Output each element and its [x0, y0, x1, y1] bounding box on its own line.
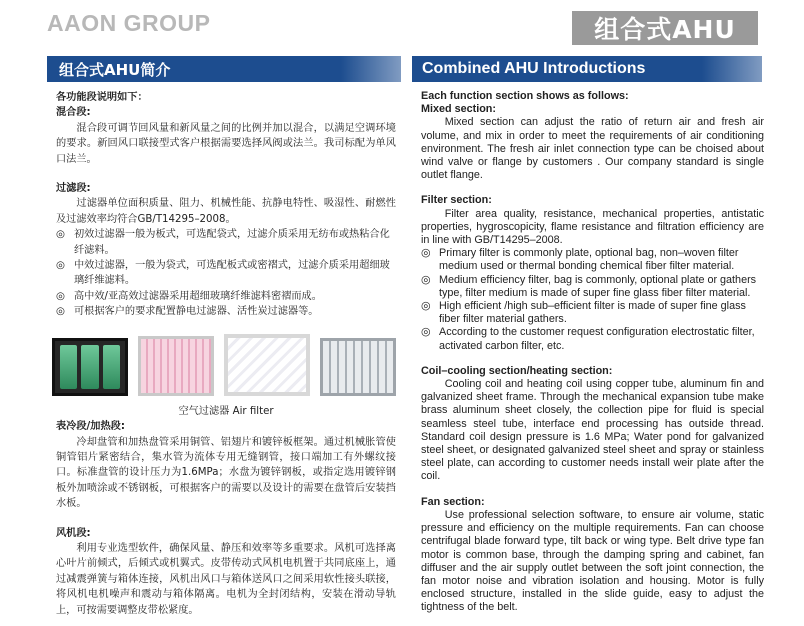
bullet-icon: ◎	[421, 300, 431, 313]
bullet-icon: ◎	[56, 260, 65, 272]
filter-item-en: According to the customer request configuration electrostatic filter, activated carbon filter, etc.	[439, 326, 755, 352]
intro-en: Each function section shows as follows:	[421, 90, 629, 102]
filter-item-en: High efficient /high sub–efficient filter is made of super fine glass fiber filter material gathers.	[439, 300, 746, 326]
list-item	[56, 289, 396, 304]
filter-item-en: Medium efficiency filter, bag is commonly, optional plate or gathers type, filter medium is made of super fine glass fiber filter material.	[439, 273, 757, 299]
coil-heading-cn: 表冷段/加热段:	[56, 421, 125, 433]
intro-cn: 各功能段说明如下：	[56, 92, 148, 103]
filter-text-en: Filter area quality, resistance, mechanical properties, antistatic properties, hygroscopicity, flame resistance and filtration efficiency are in line with GB/T14295–2008.	[421, 207, 764, 247]
section-title-en: Combined AHU Introductions	[422, 60, 646, 77]
bullet-icon: ◎	[421, 247, 431, 260]
filter-text-cn: 过滤器单位面积质量、阻力、机械性能、抗静电特性、吸湿性、耐燃性及过滤效率均符合GB/T14295–2008。	[56, 198, 396, 225]
brand-logo-text: AAON GROUP	[47, 10, 211, 36]
bullet-icon: ◎	[56, 290, 65, 302]
bullet-icon: ◎	[56, 229, 65, 241]
bullet-icon: ◎	[421, 273, 431, 286]
bullet-icon: ◎	[56, 306, 65, 318]
metal-frame-filter-image	[320, 338, 396, 396]
list-item	[421, 326, 764, 352]
filter-item-cn: 高中效/亚高效过滤器采用超细玻璃纤维滤料密褶而成。	[74, 290, 322, 302]
fan-heading-cn: 风机段:	[56, 527, 91, 539]
list-item	[56, 258, 396, 289]
list-item	[421, 274, 764, 300]
filter-heading-en: Filter section:	[421, 194, 492, 207]
chinese-column	[56, 90, 396, 618]
white-pleated-filter-image	[224, 334, 310, 396]
list-item	[421, 300, 764, 326]
coil-text-cn: 冷却盘管和加热盘管采用铜管、铝翅片和镀锌板框架。通过机械胀管使铜管铝片紧密结合，集水管为流体专用无缝钢管，接口端加工有外螺纹接口。标准盘管的设计压力为1.6MPa；水盘为镀锌钢板，或指定选用镀锌钢板外加喷涂或不锈钢板，可根据客户的需要以及设计的需要在盘管后安装挡水板。	[56, 436, 396, 510]
filter-caption: 空气过滤器 Air filter	[178, 405, 274, 417]
filter-heading-cn: 过滤段:	[56, 183, 91, 195]
bag-filter-image	[52, 338, 128, 396]
bullet-icon: ◎	[421, 326, 431, 339]
filter-item-cn: 初效过滤器一般为板式，可选配袋式，过滤介质采用无纺布或热粘合化纤滤料。	[74, 229, 390, 256]
filter-item-cn: 中效过滤器，一般为袋式，可选配板式或密褶式，过滤介质采用超细玻璃纤维滤料。	[74, 260, 390, 287]
list-item	[56, 304, 396, 319]
filter-item-cn: 可根据客户的要求配置静电过滤器、活性炭过滤器等。	[74, 306, 319, 318]
pink-bag-filter-image	[138, 336, 214, 396]
english-column	[421, 90, 764, 615]
air-filter-images	[52, 334, 396, 396]
fan-text-en: Use professional selection software, to ensure air volume, static pressure and efficiency on the multiple requirements. Fan can choose centrifugal blade forward type, tilt back or wing type. Belt drive type fan motor is common base, through the damping spring and cabinet, fan diffuser and the air supply outlet between the soft joint connection, the fan motor noise and vibration isolation and housing. Motor is fully enclosed structure, installed in the slide guide, easy to adjust the tightness of the belt.	[421, 508, 764, 614]
coil-heading-en: Coil–cooling section/heating section:	[421, 364, 613, 377]
mixing-heading-cn: 混合段:	[56, 107, 91, 119]
page-title: 组合式AHU	[572, 11, 758, 45]
fan-heading-en: Fan section:	[421, 495, 485, 508]
mixing-text-en: Mixed section can adjust the ratio of return air and fresh air volume, and mix in order to meet the requirements of air conditioning environment. The fresh air inlet connection type can be choised about wind valve or flange by customers . Our company standard is single outlet flange.	[421, 116, 764, 182]
list-item	[56, 227, 396, 258]
section-bar-cn	[47, 56, 401, 82]
list-item	[421, 247, 764, 273]
mixing-heading-en: Mixed section:	[421, 103, 496, 116]
section-title-cn: 组合式AHU简介	[59, 60, 171, 79]
section-bar-en	[412, 56, 762, 82]
filter-item-en: Primary filter is commonly plate, optional bag, non–woven filter medium used or thermal bonding chemical fiber filter material.	[439, 247, 739, 273]
coil-text-en: Cooling coil and heating coil using copper tube, aluminum fin and galvanized sheet frame. Through the mechanical expansion tube make brass aluminum sheet closely, the collection pipe for fluid is special seamless steel tube, interface end processing has outside thread. Standard coil design pressure is 1.6 MPa; Water pond for galvanized steel sheet, or designated galvanized steel sheet and spray or stainless steel plate, can according to customer needs install weir plate after the coil.	[421, 378, 764, 483]
mixing-text-cn: 混合段可调节回风量和新风量之间的比例并加以混合，以满足空调环境的要求。新回风口联接型式客户根据需要选择风阀或法兰。我司标配为单风口法兰。	[56, 122, 396, 165]
fan-text-cn: 利用专业选型软件，确保风量、静压和效率等多重要求。风机可选择离心叶片前倾式，后倾式或机翼式。皮带传动式风机电机置于共同底座上，通过减震弹簧与箱体连接，风机出风口与箱体送风口之间采用软性接头联接，将风机电机噪声和震动与箱体隔离。电机为全封闭结构，安装在滑动导轨上，可按需要调整皮带松紧度。	[56, 542, 396, 616]
